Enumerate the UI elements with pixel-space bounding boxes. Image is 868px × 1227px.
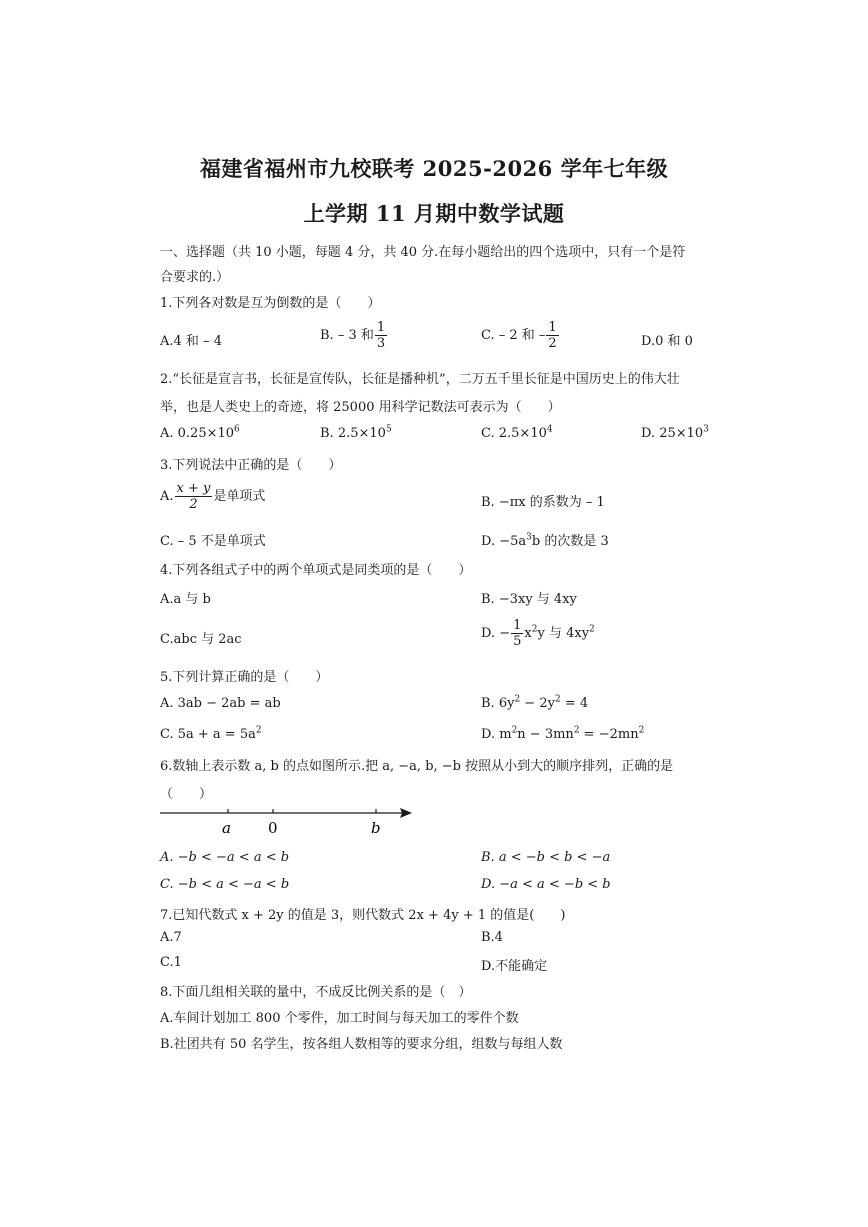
q2-option-d	[641, 426, 709, 441]
q2-option-a-exponent: 6	[234, 424, 240, 435]
q5-stem: 5.下列计算正确的是（ ）	[160, 670, 329, 685]
q4-option-a: A.a 与 b	[160, 592, 211, 607]
q7-option-b: B.4	[481, 930, 503, 945]
q3-option-d-base: D. −5a	[481, 534, 527, 549]
q7-stem: 7.已知代数式 x + 2y 的值是 3，则代数式 2x + 4y + 1 的值是( )	[160, 908, 566, 923]
q5-option-d-exponent1: 2	[511, 725, 518, 736]
q5-option-d-exponent3: 2	[638, 725, 645, 736]
q5-option-b-part3: = 4	[560, 696, 589, 711]
q1-option-c-fraction	[546, 320, 558, 351]
axis-label-zero: 0	[268, 819, 278, 837]
q5-option-b-exponent2: 2	[554, 694, 561, 705]
q3-option-a-text: 是单项式	[213, 489, 266, 504]
q4-option-d-label: D. −	[481, 626, 511, 641]
q6-option-b: B. a < −b < b < −a	[481, 850, 611, 865]
q4-option-d-exponent1: 2	[531, 624, 538, 635]
q6-option-d: D. −a < a < −b < b	[481, 877, 611, 892]
q6-option-a: A. −b < −a < a < b	[160, 850, 290, 865]
q3-stem: 3.下列说法中正确的是（ ）	[160, 458, 342, 473]
q4-option-d-variable: x	[524, 626, 532, 641]
q5-option-b-part1: B. 6y	[481, 696, 515, 711]
q5-option-c-exponent: 2	[255, 725, 262, 736]
q2-stem-line2: 举，也是人类史上的奇迹，将 25000 用科学记数法可表示为（ ）	[160, 400, 561, 415]
q2-option-c	[481, 426, 553, 441]
q5-option-d-exponent2: 2	[573, 725, 580, 736]
q3-option-d-exponent: 3	[526, 532, 532, 543]
q2-option-c-base: C. 2.5×10	[481, 426, 547, 441]
q2-option-b-base: B. 2.5×10	[320, 426, 386, 441]
q3-option-a	[160, 481, 265, 512]
q2-option-d-base: D. 25×10	[641, 426, 704, 441]
q6-option-c: C. −b < a < −a < b	[160, 877, 290, 892]
exam-title-line2: 上学期 11 月期中数学试题	[303, 201, 565, 226]
q2-option-a-base: A. 0.25×10	[160, 426, 235, 441]
section-intro-line2: 合要求的.）	[160, 270, 230, 285]
q1-stem: 1.下列各对数是互为倒数的是（ ）	[160, 296, 381, 311]
q4-stem: 4.下列各组式子中的两个单项式是同类项的是（ ）	[160, 563, 472, 578]
q1-option-d: D.0 和 0	[641, 334, 693, 349]
q8-option-a: A.车间计划加工 800 个零件，加工时间与每天加工的零件个数	[160, 1011, 519, 1026]
q4-option-b: B. −3xy 与 4xy	[481, 592, 577, 607]
q5-option-d	[481, 727, 644, 742]
q4-option-c: C.abc 与 2ac	[160, 632, 242, 647]
q4-option-d-denominator: 5	[513, 634, 522, 649]
q2-option-d-exponent: 3	[703, 424, 709, 435]
q1-option-c-text: C. – 2 和 –	[481, 328, 546, 343]
q8-option-b: B.社团共有 50 名学生，按各组人数相等的要求分组，组数与每组人数	[160, 1037, 563, 1052]
q5-option-c	[160, 727, 262, 742]
q3-option-d-text: b 的次数是 3	[531, 534, 609, 549]
q2-stem-line1: 2.“长征是宣言书，长征是宣传队，长征是播种机”，二万五千里长征是中国历史上的伟大壮	[160, 372, 680, 387]
q5-option-b-exponent1: 2	[514, 694, 521, 705]
q4-option-d-exponent2: 2	[589, 624, 595, 635]
q5-option-b	[481, 696, 588, 711]
q1-option-b	[320, 320, 388, 351]
q3-option-a-numerator: x + y	[176, 481, 211, 496]
q2-option-b-exponent: 5	[385, 424, 392, 435]
q3-option-c: C. – 5 不是单项式	[160, 534, 266, 549]
q5-option-d-part2: n − 3mn	[517, 727, 574, 742]
q1-option-c-denominator: 2	[548, 336, 557, 351]
q7-option-c: C.1	[160, 955, 182, 970]
number-line-diagram	[150, 800, 430, 840]
q2-option-b	[320, 426, 392, 441]
section-intro-line1: 一、选择题（共 10 小题，每题 4 分，共 40 分.在每小题给出的四个选项中，只有一个是符	[160, 245, 686, 260]
q1-option-b-text: B. – 3 和	[320, 328, 374, 343]
q5-option-d-part3: = −2mn	[579, 727, 639, 742]
q1-option-c-numerator: 1	[548, 320, 557, 335]
q1-option-c	[481, 320, 560, 351]
q2-option-a	[160, 426, 240, 441]
exam-title-line1: 福建省福州市九校联考 2025-2026 学年七年级	[199, 156, 669, 181]
q4-option-d-numerator: 1	[513, 618, 522, 633]
q7-option-d: D.不能确定	[481, 959, 548, 974]
q3-option-d	[481, 530, 609, 549]
q7-option-a: A.7	[160, 930, 182, 945]
axis-label-b: b	[371, 819, 381, 837]
q6-stem-line2: （ ）	[160, 787, 213, 802]
q4-option-d-fraction	[511, 618, 523, 649]
axis-label-a: a	[222, 819, 231, 837]
q2-option-c-exponent: 4	[546, 424, 553, 435]
q1-option-b-denominator: 3	[376, 336, 386, 351]
q3-option-a-label: A.	[160, 489, 174, 504]
q5-option-b-part2: − 2y	[520, 696, 555, 711]
q4-option-d	[481, 618, 595, 649]
q5-option-c-base: C. 5a + a = 5a	[160, 727, 256, 742]
q8-stem: 8.下面几组相关联的量中，不成反比例关系的是（ ）	[160, 985, 472, 1000]
q1-option-b-numerator: 1	[376, 320, 386, 335]
q3-option-b: B. −πx 的系数为 – 1	[481, 495, 605, 510]
q5-option-d-part1: D. m	[481, 727, 512, 742]
q4-option-d-text: y 与 4xy	[537, 626, 590, 641]
q3-option-a-denominator: 2	[189, 497, 198, 512]
q1-option-b-fraction	[375, 320, 387, 351]
q6-stem-line1: 6.数轴上表示数 a, b 的点如图所示.把 a, −a, b, −b 按照从小到大的顺序排列，正确的是	[160, 759, 674, 774]
q5-option-a: A. 3ab − 2ab = ab	[160, 696, 281, 711]
q1-option-a: A.4 和 – 4	[160, 334, 222, 349]
q3-option-a-fraction	[175, 481, 213, 512]
